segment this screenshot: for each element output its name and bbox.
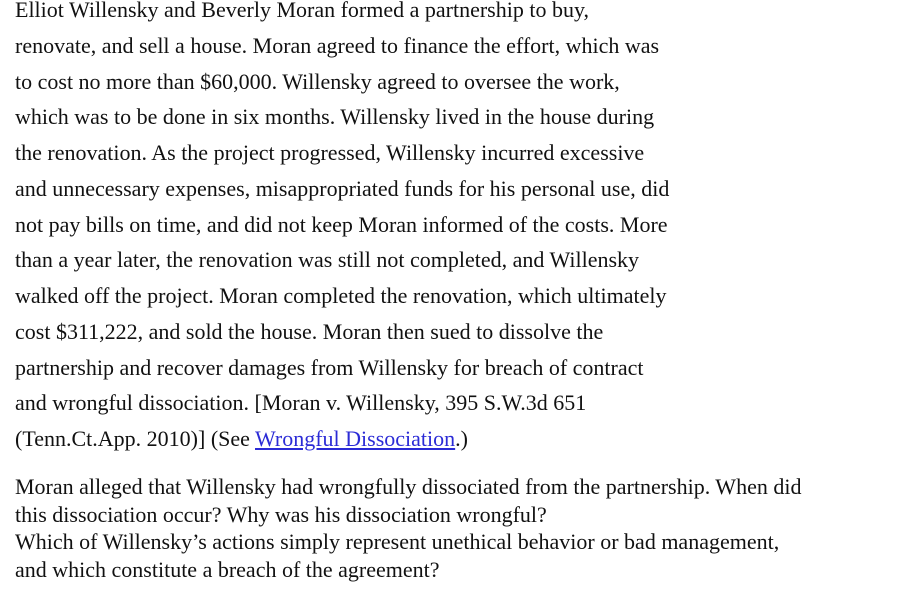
citation-close: .) (455, 426, 468, 451)
passage-line: renovate, and sell a house. Moran agreed to finance the effort, which was (15, 32, 660, 58)
question-line: this dissociation occur? Why was his dissociation wrongful? (15, 501, 547, 527)
case-passage (15, 0, 895, 457)
passage-line: not pay bills on time, and did not keep Moran informed of the costs. More (15, 211, 668, 237)
passage-line: walked off the project. Moran completed the renovation, which ultimately (15, 283, 667, 308)
passage-line: the renovation. As the project progressed, Willensky incurred excessive (15, 140, 645, 165)
question-line: and which constitute a breach of the agreement? (15, 556, 440, 582)
passage-line: which was to be done in six months. Willensky lived in the house during (15, 104, 655, 130)
discussion-questions (15, 473, 895, 583)
wrongful-dissociation-link[interactable]: Wrongful Dissociation (255, 426, 456, 451)
passage-last-line (15, 421, 895, 457)
passage-line: to cost no more than $60,000. Willensky agreed to oversee the work, (15, 68, 620, 94)
passage-line: than a year later, the renovation was still not completed, and Willensky (15, 247, 640, 273)
passage-line: and unnecessary expenses, misappropriated funds for his personal use, did (15, 175, 670, 201)
passage-line: and wrongful dissociation. [Moran v. Willensky, 395 S.W.3d 651 (15, 390, 587, 416)
question-line: Moran alleged that Willensky had wrongfully dissociated from the partnership. When did (15, 474, 802, 499)
passage-line: cost $311,222, and sold the house. Moran then sued to dissolve the (15, 318, 604, 344)
passage-line: partnership and recover damages from Willensky for breach of contract (15, 354, 644, 380)
citation-text: (Tenn.Ct.App. 2010)] (See (15, 426, 256, 451)
question-line: Which of Willensky’s actions simply represent unethical behavior or bad management, (15, 529, 780, 554)
passage-line: Elliot Willensky and Beverly Moran formed a partnership to buy, (15, 0, 590, 22)
